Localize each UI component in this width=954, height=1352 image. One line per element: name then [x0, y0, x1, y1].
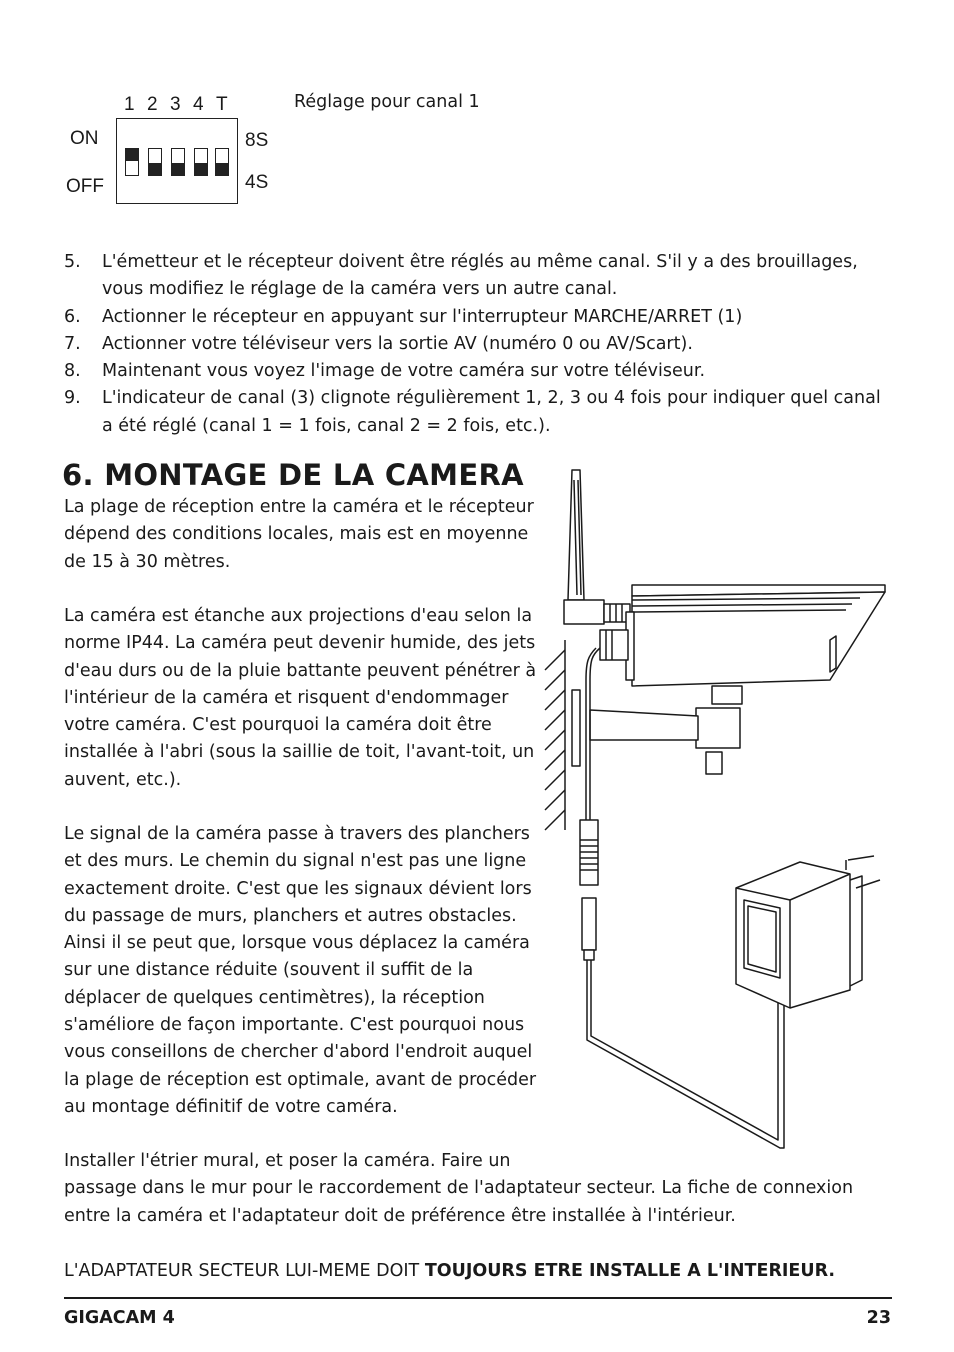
antenna-icon: [564, 470, 630, 624]
section-heading: 6. MONTAGE DE LA CAMERA: [62, 458, 524, 492]
dip-number-t: T: [216, 94, 228, 115]
steps-list: [64, 249, 888, 440]
step-text: Actionner le récepteur en appuyant sur l'interrupteur MARCHE/ARRET (1): [102, 306, 743, 327]
paragraph-install: [64, 1148, 864, 1230]
wall-hatching-icon: [545, 640, 565, 830]
dip-switch-3: [171, 148, 185, 176]
step-text: L'indicateur de canal (3) clignote régulièrement 1, 2, 3 ou 4 fois pour indiquer quel canal a été réglé (canal 1 = 1 fois, canal 2 = 2 fois, etc.).: [102, 388, 881, 436]
footer-rule: [64, 1297, 892, 1299]
install-line-1: Installer l'étrier mural, et poser la caméra. Faire un: [64, 1151, 511, 1171]
list-item: [64, 304, 888, 331]
warning-bold: TOUJOURS ETRE INSTALLE A L'INTERIEUR.: [424, 1261, 836, 1281]
connector-icon: [580, 820, 598, 960]
dip-off-label: OFF: [66, 176, 104, 197]
step-text: Actionner votre téléviseur vers la sortie AV (numéro 0 ou AV/Scart).: [102, 333, 693, 354]
dip-number-4: 4: [193, 94, 204, 115]
install-line-rest: passage dans le mur pour le raccordement de l'adaptateur secteur. La fiche de connexion entre la caméra et l'adaptateur doit de préférence être installée à l'intérieur.: [64, 1178, 854, 1226]
step-number: 8.: [64, 361, 81, 382]
dip-switch-4: [194, 148, 208, 176]
dip-caption: Réglage pour canal 1: [294, 92, 480, 112]
step-text: L'émetteur et le récepteur doivent être réglés au même canal. S'il y a des brouillages, vous modifiez le réglage de la caméra vers un autre canal.: [102, 252, 858, 300]
wall-bracket-icon: [572, 686, 742, 774]
list-item: [64, 358, 888, 385]
paragraph-range: La plage de réception entre la caméra et le récepteur dépend des conditions locales, mais est en moyenne de 15 à 30 mètres.: [64, 497, 534, 572]
warning-normal: L'ADAPTATEUR SECTEUR LUI-MEME DOIT: [64, 1261, 425, 1281]
step-number: 5.: [64, 252, 81, 272]
dip-4s-label: 4S: [245, 172, 269, 193]
step-number: 6.: [64, 306, 81, 327]
dip-switch-1: [125, 148, 139, 176]
list-item: [64, 331, 888, 358]
step-number: 7.: [64, 333, 81, 354]
warning-line: [64, 1258, 894, 1285]
footer-product-name: GIGACAM 4: [64, 1308, 175, 1328]
list-item: [64, 249, 888, 304]
dip-8s-label: 8S: [245, 130, 269, 151]
dip-number-1: 1: [124, 94, 135, 115]
dip-number-3: 3: [170, 94, 181, 115]
camera-body-icon: [626, 585, 885, 686]
page-number: 23: [866, 1308, 891, 1328]
dip-number-2: 2: [147, 94, 158, 115]
camera-mounting-illustration: [530, 460, 890, 1160]
paragraph-waterproof: La caméra est étanche aux projections d'eau selon la norme IP44. La caméra peut devenir humide, des jets d'eau durs ou de la pluie battante peuvent pénétrer à l'intérieur de la caméra et risquent d'endommager votre caméra. C'est pourquoi la caméra doit être installée à l'abri (sous la saillie de toit, l'avant-toit, un auvent, etc.).: [64, 606, 537, 790]
dip-switch-t: [215, 148, 229, 176]
dip-switch-2: [148, 148, 162, 176]
paragraph-signal: Le signal de la caméra passe à travers des planchers et des murs. Le chemin du signal n'est pas une ligne exactement droite. C'est que les signaux dévient lors du passage de murs, planchers et autres obstacles. Ainsi il se peut que, lorsque vous déplacez la caméra sur une distance réduite (souvent il suffit de la déplacer de quelques centimètres), la réception s'améliore de façon importante. C'est pourquoi nous vous conseillons de chercher d'abord l'endroit auquel la plage de réception est optimale, avant de procéder au montage définitif de votre caméra.: [64, 824, 537, 1117]
list-item: [64, 385, 888, 440]
dip-on-label: ON: [70, 128, 99, 149]
power-adapter-icon: [736, 856, 880, 1008]
step-number: 9.: [64, 388, 81, 409]
step-text: Maintenant vous voyez l'image de votre caméra sur votre téléviseur.: [102, 361, 706, 382]
